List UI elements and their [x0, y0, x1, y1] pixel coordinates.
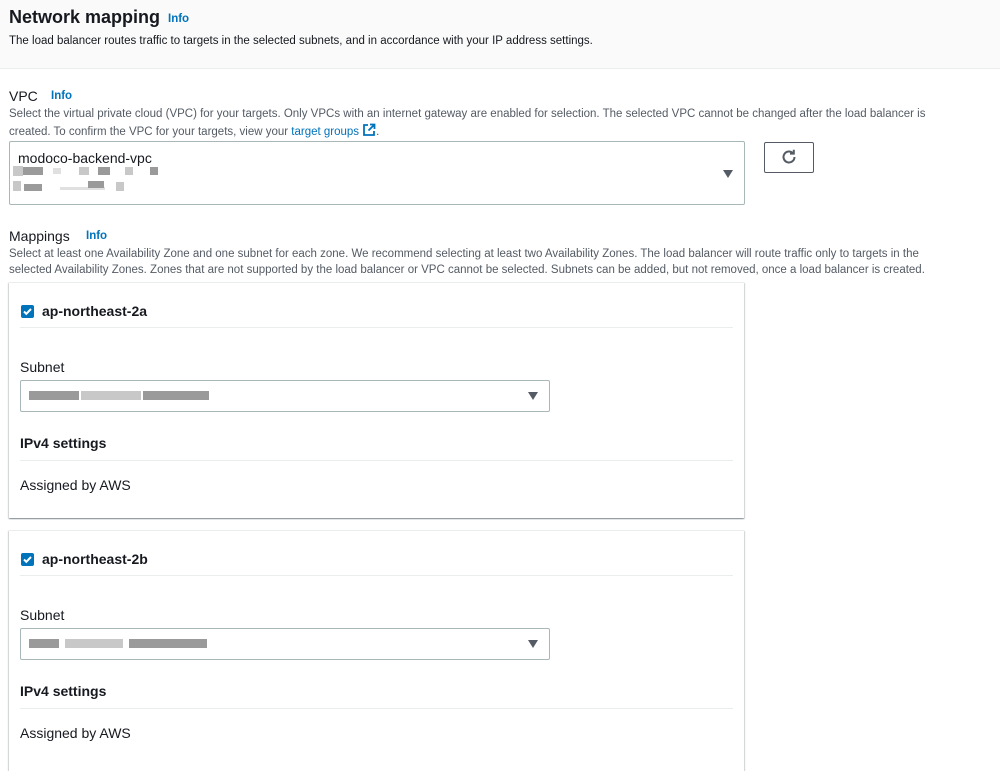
vpc-select[interactable]	[9, 141, 745, 205]
zone-name: ap-northeast-2b	[42, 551, 148, 567]
mappings-info-link[interactable]: Info	[86, 230, 108, 242]
section-description: The load balancer routes traffic to targets in the selected subnets, and in accordance with your IP address settings.	[9, 35, 593, 47]
vpc-info-link[interactable]: Info	[51, 90, 73, 102]
ipv4-value: Assigned by AWS	[20, 477, 131, 493]
vpc-description: Select the virtual private cloud (VPC) for your targets. Only VPCs with an internet gateway are enabled for selection. The selected VPC cannot be changed after the load balancer is created. To confirm the VPC for your targets, view your target groups .	[9, 108, 926, 138]
ipv4-settings-label: IPv4 settings	[20, 435, 107, 451]
check-icon	[22, 306, 33, 317]
check-icon	[22, 554, 33, 565]
chevron-down-icon	[528, 392, 538, 400]
zone-checkbox[interactable]	[21, 553, 34, 566]
ipv4-settings-label: IPv4 settings	[20, 683, 107, 699]
mappings-label: Mappings	[9, 228, 70, 244]
vpc-selected-name: modoco-backend-vpc	[18, 150, 152, 166]
chevron-down-icon	[528, 640, 538, 648]
chevron-down-icon	[723, 170, 733, 178]
ipv4-value: Assigned by AWS	[20, 725, 131, 741]
target-groups-link[interactable]: target groups	[291, 125, 360, 138]
zone-name: ap-northeast-2a	[42, 303, 148, 319]
subnet-select[interactable]	[20, 628, 550, 660]
zone-card-ap-northeast-2b	[9, 530, 744, 771]
refresh-button[interactable]	[764, 142, 814, 173]
subnet-label: Subnet	[20, 359, 65, 375]
section-title: Network mapping	[9, 7, 161, 27]
divider	[20, 575, 733, 576]
zone-card-ap-northeast-2a	[9, 282, 744, 518]
external-link-icon	[362, 123, 376, 137]
section-header	[0, 0, 1000, 69]
subnet-label: Subnet	[20, 607, 65, 623]
mappings-description: Select at least one Availability Zone and one subnet for each zone. We recommend selecting at least two Availability Zones. The load balancer will route traffic only to targets in the selected Availability Zones. Zones that are not supported by the load balancer or VPC cannot be selected. Subnets can be added, but not removed, once a load balancer is created.	[9, 248, 925, 276]
vpc-label: VPC	[9, 88, 38, 104]
refresh-icon	[780, 148, 798, 166]
section-info-link[interactable]: Info	[168, 13, 190, 25]
divider	[20, 708, 733, 709]
divider	[20, 460, 733, 461]
divider	[20, 327, 733, 328]
zone-checkbox[interactable]	[21, 305, 34, 318]
subnet-select[interactable]	[20, 380, 550, 412]
